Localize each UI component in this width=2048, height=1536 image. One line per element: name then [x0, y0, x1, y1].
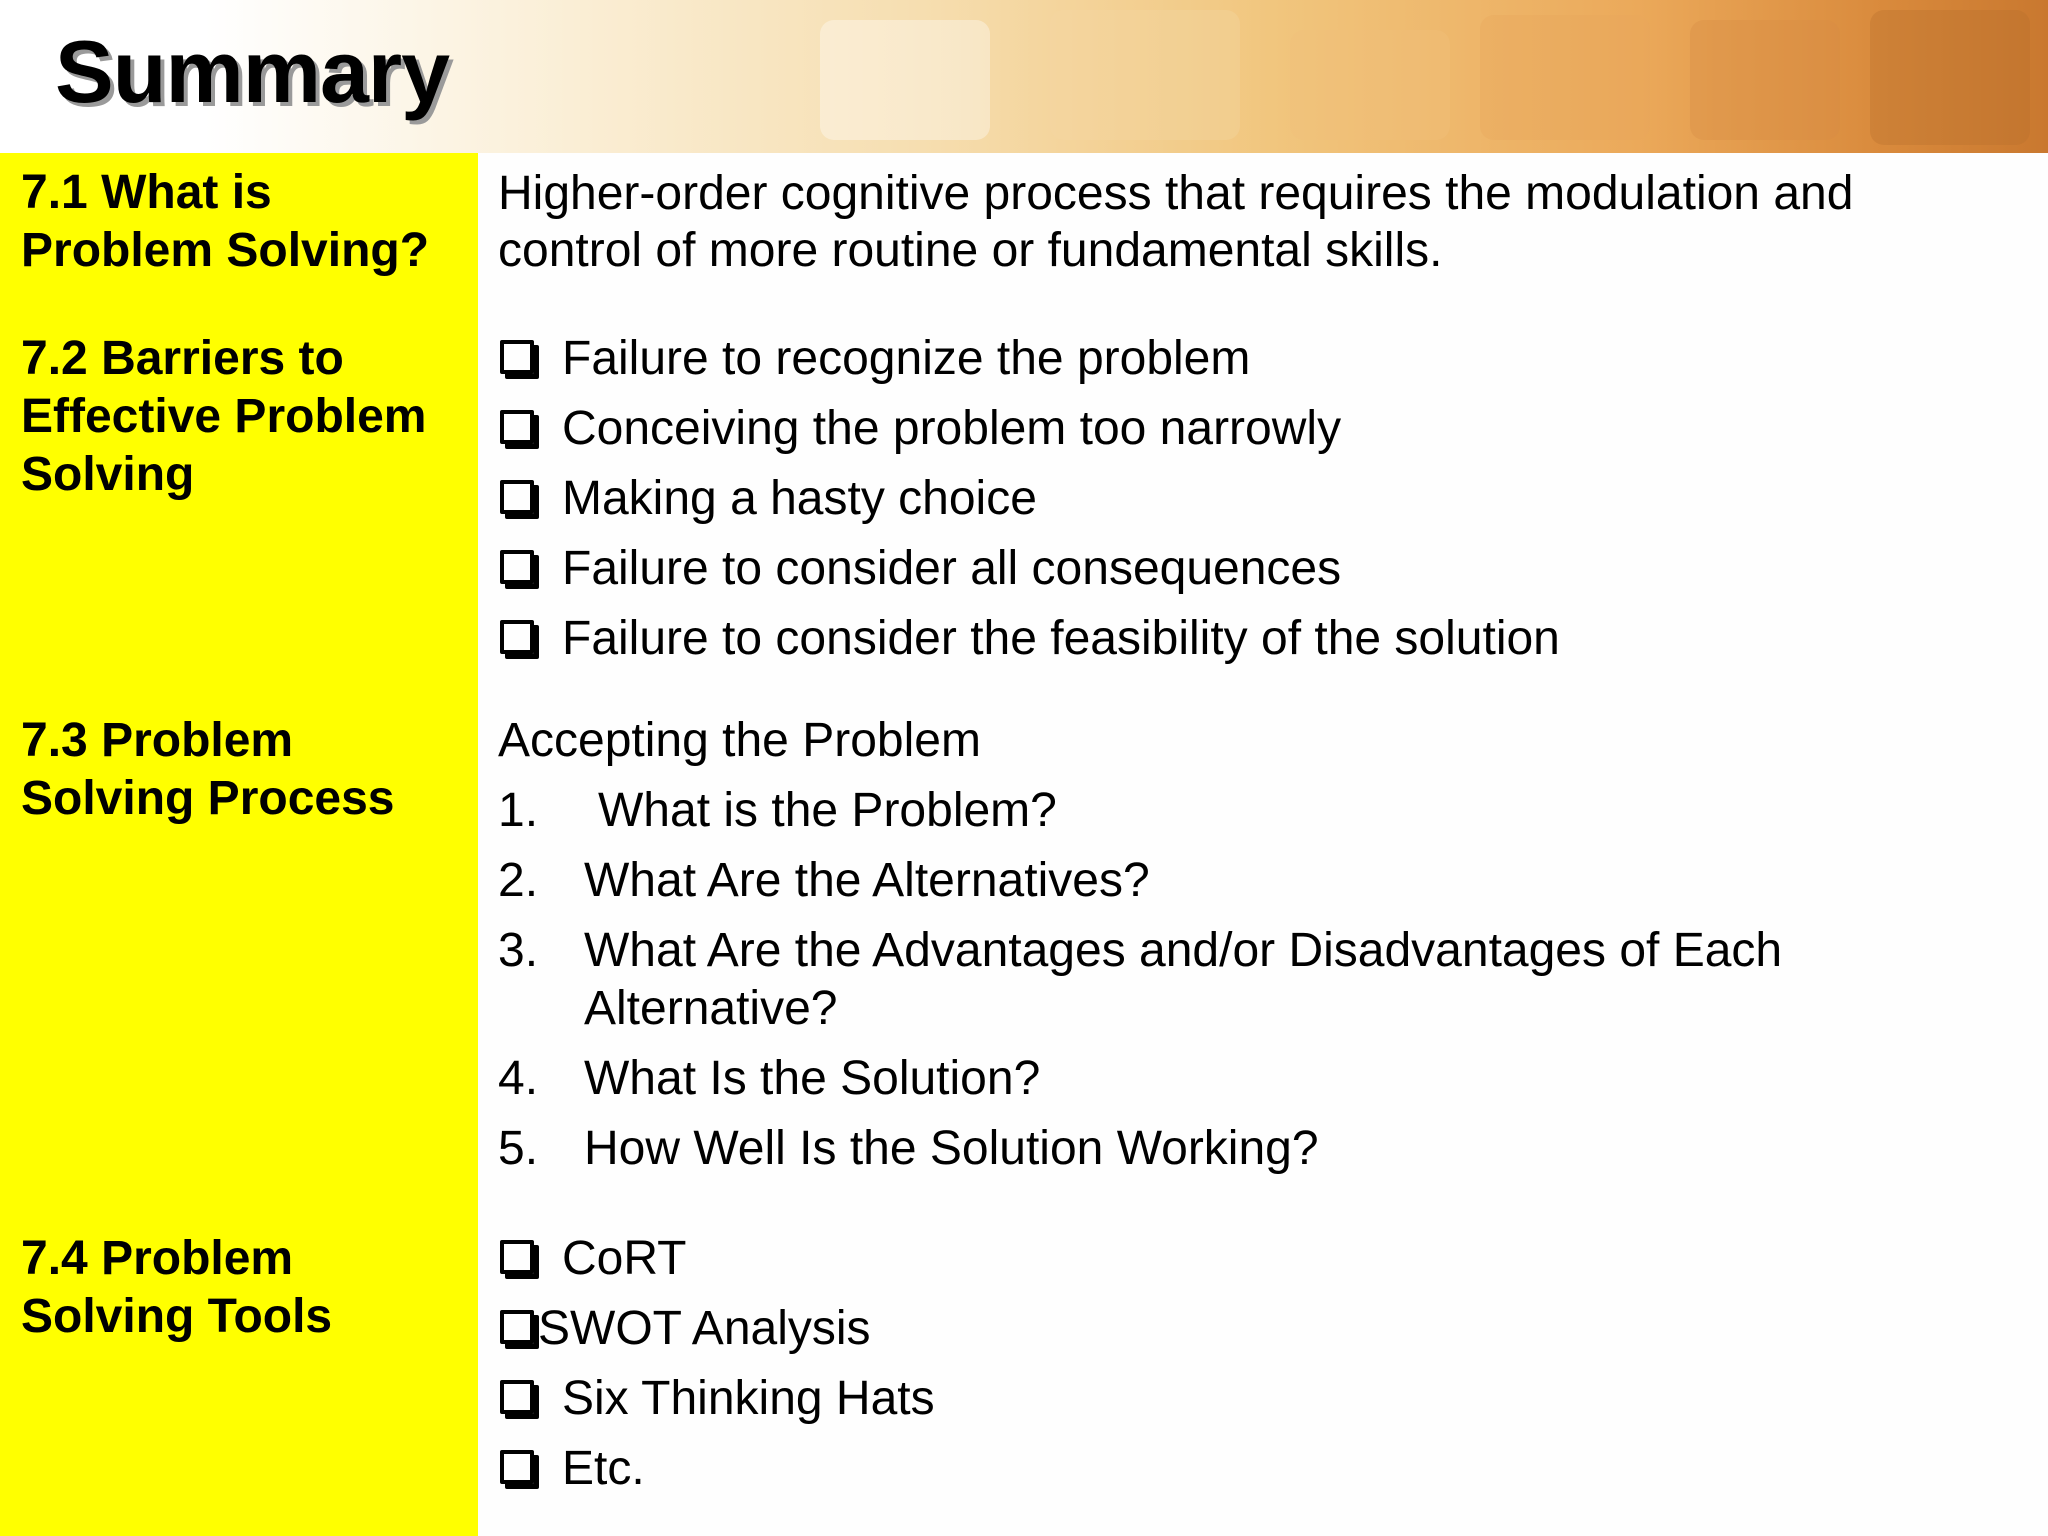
list-item-text: Etc. [562, 1442, 645, 1495]
step-number: 1. [498, 784, 539, 837]
heading-line: Effective Problem [21, 390, 427, 443]
step-number: 4. [498, 1052, 539, 1105]
checkbox-bullet-icon [500, 410, 534, 444]
process-step [498, 1050, 1040, 1108]
step-text: What is the Problem? [598, 784, 1057, 837]
list-item [498, 400, 1341, 458]
list-item-text: Conceiving the problem too narrowly [562, 402, 1342, 455]
heading-line: Solving [21, 448, 195, 501]
banner-photo-strip [1290, 30, 1450, 140]
definition-line: control of more routine or fundamental skills. [498, 224, 1443, 277]
banner-photo-strip [1050, 10, 1240, 140]
heading-line: 7.2 Barriers to [21, 332, 344, 385]
section-7-1-definition [498, 165, 2018, 279]
process-step [498, 782, 1057, 840]
heading-line: 7.4 Problem [21, 1232, 294, 1285]
section-heading-7-4 [21, 1230, 476, 1346]
slide-title: Summary [55, 22, 450, 121]
list-item-text: Six Thinking Hats [562, 1372, 935, 1425]
list-item-text: Failure to recognize the problem [562, 332, 1251, 385]
step-text: How Well Is the Solution Working? [584, 1122, 1319, 1175]
heading-line: Solving Process [21, 772, 395, 825]
heading-line: 7.3 Problem [21, 714, 294, 767]
checkbox-bullet-icon [500, 550, 534, 584]
process-intro: Accepting the Problem [498, 714, 981, 767]
process-step [498, 852, 1150, 910]
checkbox-bullet-icon [500, 1310, 534, 1344]
list-item [498, 330, 1250, 388]
list-item [498, 540, 1341, 598]
list-item [498, 1440, 645, 1498]
process-step [498, 1120, 1319, 1178]
list-item [498, 1370, 935, 1428]
section-heading-7-2 [21, 330, 476, 504]
banner-photo-strip [1480, 15, 1650, 140]
list-item [498, 1300, 871, 1358]
list-item-text: CoRT [562, 1232, 687, 1285]
step-text: What Are the Alternatives? [584, 854, 1150, 907]
checkbox-bullet-icon [500, 1380, 534, 1414]
process-step [498, 922, 1984, 1038]
banner-photo-strip [1690, 20, 1840, 140]
list-item [498, 1230, 686, 1288]
step-number: 2. [498, 854, 539, 907]
list-item [498, 610, 1560, 668]
heading-line: Solving Tools [21, 1290, 333, 1343]
checkbox-bullet-icon [500, 480, 534, 514]
section-heading-7-3 [21, 712, 476, 828]
definition-line: Higher-order cognitive process that requires the modulation and [498, 167, 1854, 220]
step-text: What Are the Advantages and/or Disadvantages of Each Alternative? [584, 924, 1783, 1035]
checkbox-bullet-icon [500, 620, 534, 654]
slide-header-banner [0, 0, 2048, 153]
banner-photo-strip [820, 20, 990, 140]
step-text: What Is the Solution? [584, 1052, 1041, 1105]
heading-line: Problem Solving? [21, 224, 430, 277]
step-number: 3. [498, 924, 539, 977]
checkbox-bullet-icon [500, 1450, 534, 1484]
checkbox-bullet-icon [500, 1240, 534, 1274]
list-item-text: Failure to consider all consequences [562, 542, 1342, 595]
list-item-text: SWOT Analysis [538, 1302, 871, 1355]
step-number: 5. [498, 1122, 539, 1175]
checkbox-bullet-icon [500, 340, 534, 374]
list-item [498, 470, 1037, 528]
list-item-text: Making a hasty choice [562, 472, 1037, 525]
banner-photo-strip [1870, 10, 2030, 145]
list-item-text: Failure to consider the feasibility of the solution [562, 612, 1560, 665]
section-heading-7-1 [21, 164, 476, 280]
heading-line: 7.1 What is [21, 166, 272, 219]
